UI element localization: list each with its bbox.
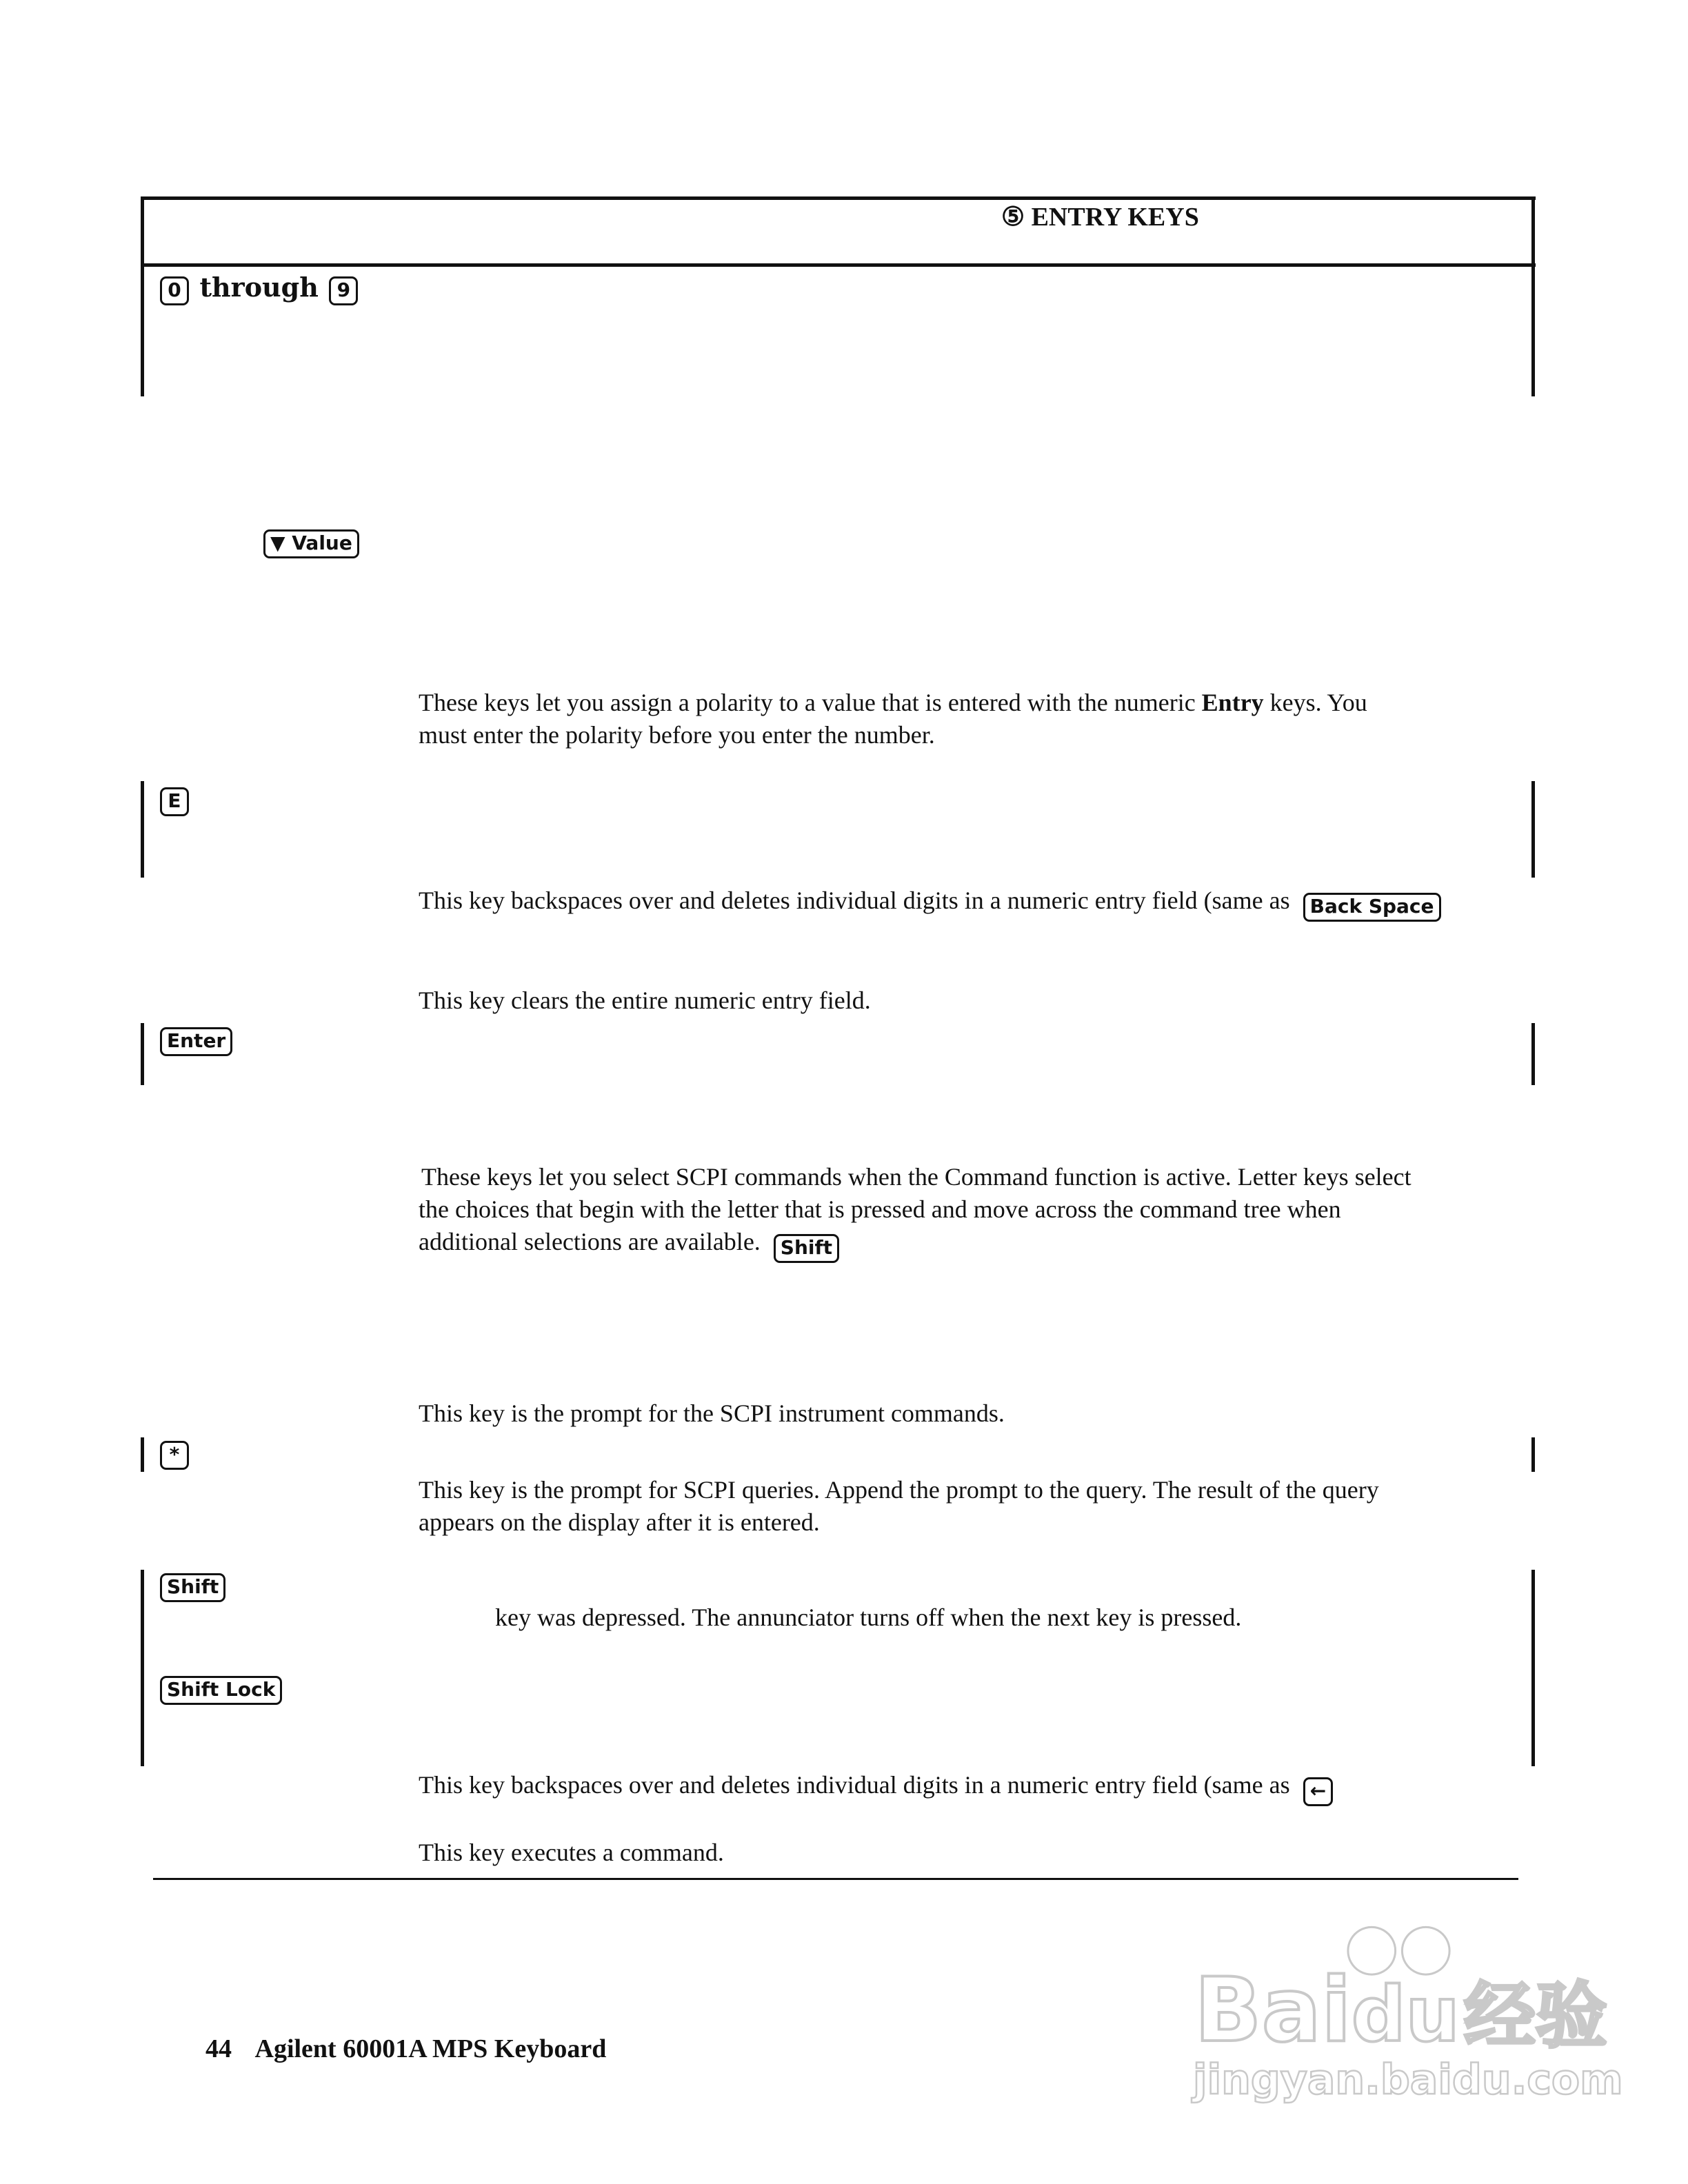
shift-key-inline[interactable]: Shift <box>774 1234 839 1263</box>
section-title <box>1001 201 1199 232</box>
watermark-cn: 经验 <box>1463 1974 1607 2058</box>
shift-key[interactable]: Shift <box>160 1573 225 1602</box>
enter-key[interactable]: Enter <box>160 1027 232 1056</box>
shift-description: key was depressed. The annunciator turns off when the next key is pressed. <box>495 1604 1242 1631</box>
watermark-url: jingyan.baidu.com <box>1193 2056 1623 2104</box>
change-bar-right-asterisk <box>1531 1437 1535 1472</box>
scpi-line-3 <box>419 1226 1411 1263</box>
scpi-line-2: the choices that begin with the letter that is pressed and move across the command tree when <box>419 1195 1341 1223</box>
page-number: 44 <box>205 2034 232 2063</box>
shift-lock-key[interactable]: Shift Lock <box>160 1676 282 1705</box>
clear-paragraph: This key clears the entire numeric entry field. <box>419 987 871 1014</box>
asterisk-key[interactable]: * <box>160 1441 189 1470</box>
prompt-queries-line-1: This key is the prompt for SCPI queries. Append the prompt to the query. The result of the query <box>419 1476 1379 1504</box>
execute-paragraph: This key executes a command. <box>419 1839 724 1866</box>
scpi-line-3-text: additional selections are available. <box>419 1228 761 1255</box>
manual-title: Agilent 60001A MPS Keyboard <box>254 2034 607 2063</box>
value-down-key-wrap <box>263 529 359 558</box>
change-bar-left-asterisk <box>141 1437 144 1472</box>
change-bar-right-e <box>1531 781 1535 878</box>
scpi-paragraph <box>419 1161 1411 1263</box>
change-bar-left-enter <box>141 1023 144 1085</box>
table-right-border <box>1531 196 1535 396</box>
prompt-queries-line-2: appears on the display after it is entered. <box>419 1508 820 1536</box>
polarity-line-1 <box>419 687 1367 719</box>
header-bottom-rule <box>141 263 1536 267</box>
change-bar-right-shift <box>1531 1570 1535 1766</box>
baidu-watermark <box>1186 1910 1623 2116</box>
prompt-commands-paragraph: This key is the prompt for the SCPI instrument commands. <box>419 1399 1005 1427</box>
section-title-text: ENTRY KEYS <box>1031 203 1199 232</box>
header-top-rule <box>141 196 1536 200</box>
backspace-text-2: This key backspaces over and deletes individual digits in a numeric entry field (same as <box>419 1771 1290 1799</box>
prompt-queries-paragraph <box>419 1474 1379 1539</box>
e-key[interactable]: E <box>160 787 189 816</box>
key-0[interactable]: 0 <box>160 276 189 305</box>
back-space-key[interactable]: Back Space <box>1303 893 1441 922</box>
scpi-line-1: These keys let you select SCPI commands when the Command function is active. Letter keys select <box>421 1163 1411 1191</box>
key-9[interactable]: 9 <box>329 276 358 305</box>
backspace-paragraph-2 <box>419 1769 1333 1806</box>
change-bar-left-e <box>141 781 144 878</box>
watermark-paw-icon: ●● <box>1345 1910 1454 1982</box>
polarity-paragraph <box>419 687 1367 751</box>
backspace-paragraph-1 <box>419 884 1441 922</box>
polarity-suffix: keys. You <box>1269 689 1367 716</box>
asterisk-key-wrap <box>160 1441 189 1470</box>
digit-keys-label <box>160 272 358 305</box>
watermark-du: du <box>1351 1970 1460 2059</box>
left-arrow-key[interactable]: ← <box>1303 1777 1333 1806</box>
e-key-wrap <box>160 787 189 816</box>
value-down-key[interactable]: ▼ Value <box>263 529 359 558</box>
polarity-text: These keys let you assign a polarity to a value that is entered with the numeric <box>419 689 1196 716</box>
table-left-border <box>141 196 144 396</box>
entry-bold: Entry <box>1201 689 1264 716</box>
page-footer <box>205 2034 606 2064</box>
backspace-text-1: This key backspaces over and deletes individual digits in a numeric entry field (same as <box>419 887 1290 914</box>
shift-lock-key-wrap <box>160 1676 282 1705</box>
bottom-rule <box>153 1878 1518 1880</box>
change-bar-right-enter <box>1531 1023 1535 1085</box>
through-label: through <box>199 272 319 303</box>
watermark-bai: Bai <box>1194 1959 1352 2062</box>
enter-key-wrap <box>160 1027 232 1056</box>
section-number: ⑤ <box>1001 203 1025 232</box>
polarity-line-2: must enter the polarity before you enter the number. <box>419 721 935 749</box>
shift-key-wrap <box>160 1573 225 1602</box>
change-bar-left-shift <box>141 1570 144 1766</box>
